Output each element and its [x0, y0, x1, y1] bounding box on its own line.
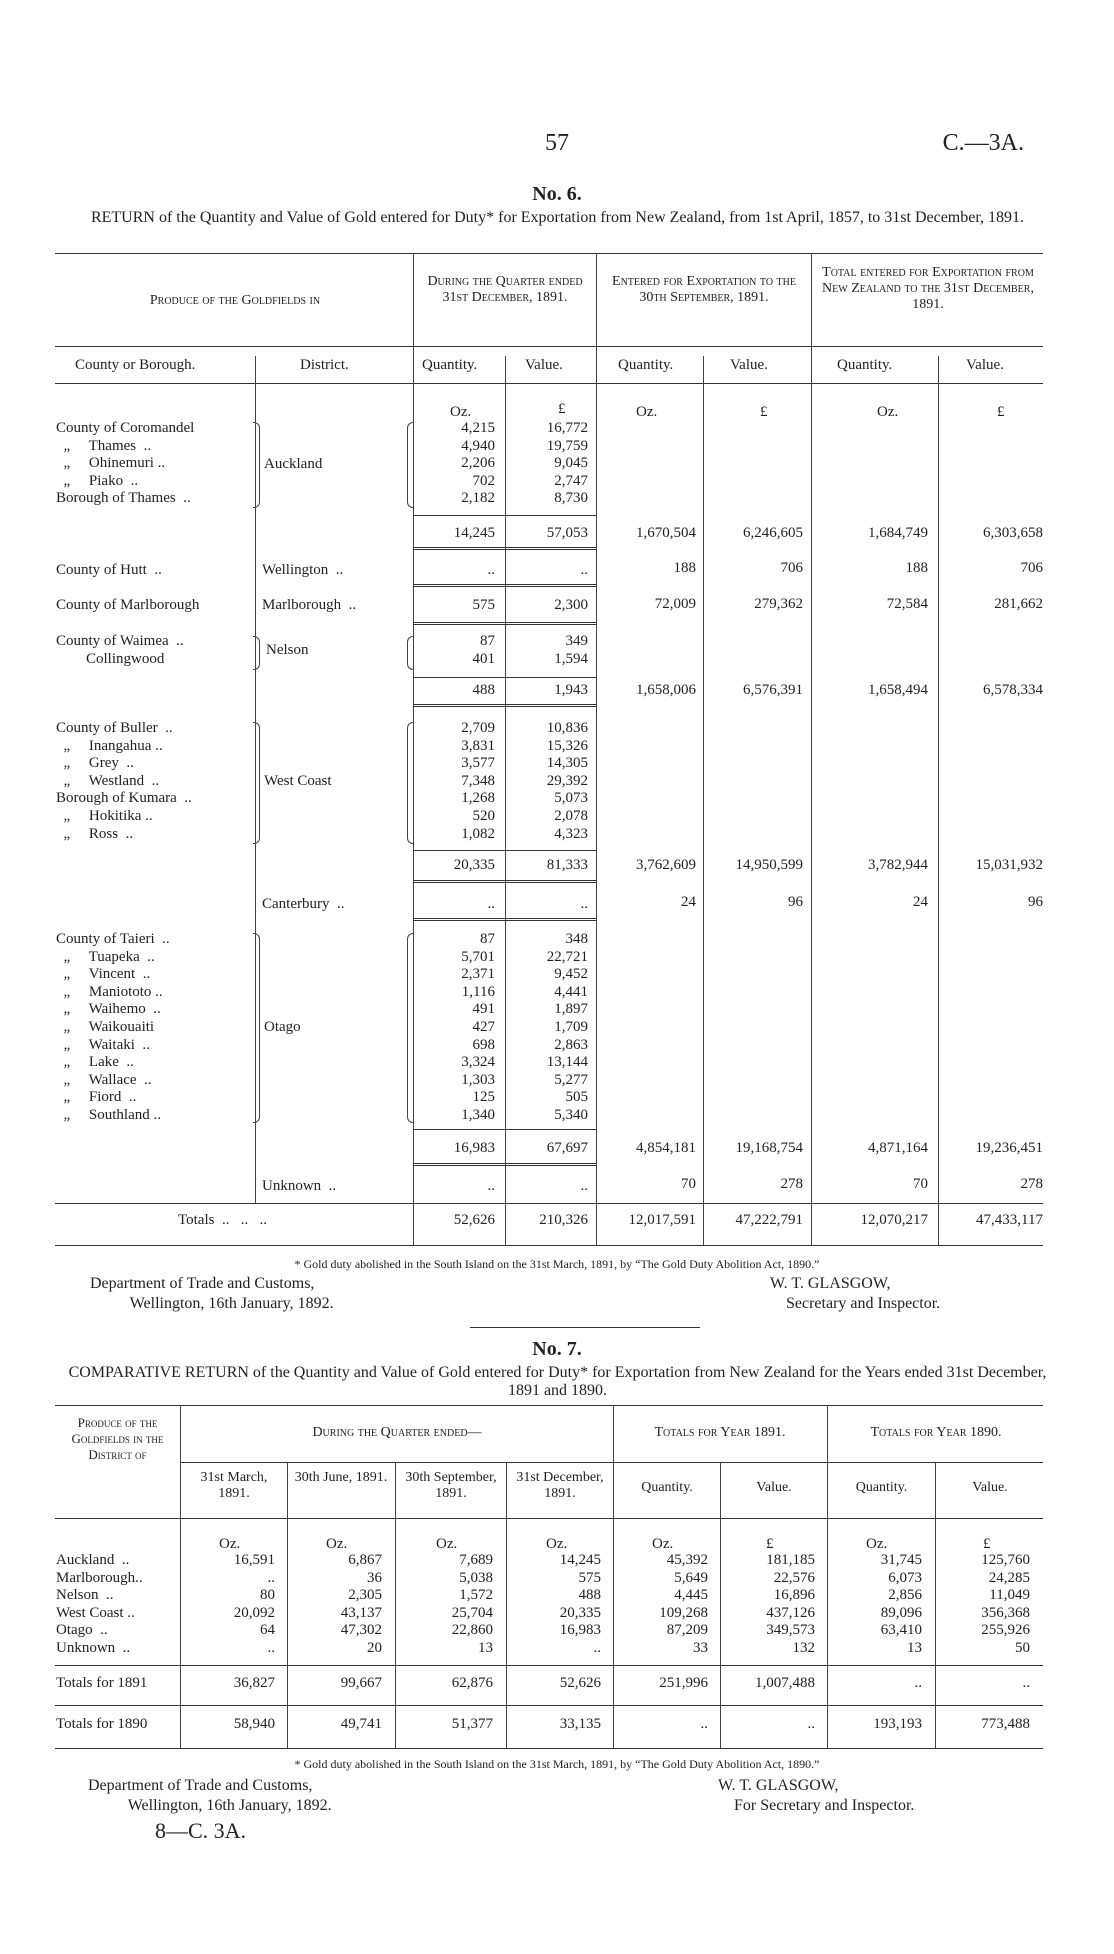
qty-canterbury: .. [487, 896, 495, 912]
entered-val-wellington: 706 [780, 560, 803, 576]
t7-header-quarter: During the Quarter ended— [312, 1425, 482, 1440]
totals-qty: 52,626 [453, 1212, 495, 1228]
district-canterbury: Canterbury .. [262, 896, 345, 912]
totals-entered-qty: 12,017,591 [628, 1212, 696, 1228]
t7-header-produce: Produce of the Goldfields in the District of [71, 1415, 164, 1462]
t7-q1: 16,591 .. 80 20,092 64 .. [233, 1552, 275, 1656]
district-marlborough: Marlborough .. [262, 597, 357, 613]
unit-pound: £ [760, 404, 768, 420]
district-unknown: Unknown .. [262, 1178, 337, 1194]
t7-y90-qty: 31,745 6,073 2,856 89,096 63,410 13 [880, 1552, 922, 1656]
t7-totals-1890-q3: 51,377 [451, 1716, 493, 1732]
total-qty-marlborough: 72,584 [886, 596, 928, 612]
table6-signature: W. T. GLASGOW, Secretary and Inspector. [770, 1275, 941, 1312]
t7-y91-qty: 45,392 5,649 4,445 109,268 87,209 33 [659, 1552, 708, 1656]
subtotal-val-otago: 67,697 [546, 1140, 588, 1156]
table6-title: No. 6. [532, 183, 582, 205]
bottom-reference: 8—C. 3A. [155, 1818, 247, 1843]
total-val-nelson: 6,578,334 [983, 682, 1043, 698]
subtotal-qty-auckland: 14,245 [453, 525, 495, 541]
total-val-canterbury: 96 [1028, 894, 1043, 910]
counties-auckland: County of Coromandel „ Thames .. „ Ohinemuri .. „ Piako .. Borough of Thames .. [56, 420, 195, 507]
district-otago: Otago [264, 1019, 301, 1035]
subtotal-val-nelson: 1,943 [554, 682, 588, 698]
t7-header-y91-val: Value. [756, 1480, 792, 1495]
t7-header-y1890: Totals for Year 1890. [870, 1425, 1002, 1440]
t7-unit-pound: £ [983, 1536, 991, 1552]
totals-entered-val: 47,222,791 [735, 1212, 803, 1228]
t7-unit-oz: Oz. [866, 1536, 888, 1552]
t7-totals-1891-q2: 99,667 [340, 1675, 382, 1691]
table6-subtitle: RETURN of the Quantity and Value of Gold entered for Duty* for Exportation from New Zealand, from 1st April, 1857, to 31st December, 1891. [90, 209, 1025, 226]
t7-totals-1890-y90q: 193,193 [873, 1716, 922, 1732]
subtotal-val-west-coast: 81,333 [546, 857, 588, 873]
totals-label: Totals .. .. .. [178, 1212, 267, 1228]
t7-totals-1891-label: Totals for 1891 [56, 1675, 148, 1691]
unit-oz: Oz. [877, 404, 899, 420]
unit-pound: £ [558, 401, 566, 417]
header-quarter-qty: Quantity. [422, 357, 478, 373]
header-entered-val: Value. [730, 357, 768, 373]
totals-total-val: 47,433,117 [976, 1212, 1043, 1228]
t7-header-y1891: Totals for Year 1891. [654, 1425, 786, 1440]
entered-qty-canterbury: 24 [681, 894, 696, 910]
district-auckland: Auckland [264, 456, 323, 472]
t7-header-y90-val: Value. [972, 1480, 1008, 1495]
total-val-unknown: 278 [1020, 1176, 1043, 1192]
t7-totals-1890-q2: 49,741 [340, 1716, 382, 1732]
qty-west-coast: 2,709 3,831 3,577 7,348 1,268 520 1,082 [461, 720, 495, 842]
entered-qty-otago: 4,854,181 [636, 1140, 696, 1156]
unit-pound: £ [997, 404, 1005, 420]
t7-totals-1890-q1: 58,940 [233, 1716, 275, 1732]
qty-otago: 87 5,701 2,371 1,116 491 427 698 3,324 1,303 125 1,340 [461, 931, 495, 1123]
t7-districts: Auckland .. Marlborough.. Nelson .. West Coast .. Otago .. Unknown .. [56, 1552, 143, 1656]
total-qty-wellington: 188 [905, 560, 928, 576]
total-qty-nelson: 1,658,494 [868, 682, 928, 698]
t7-totals-1891-q1: 36,827 [233, 1675, 275, 1691]
subtotal-qty-otago: 16,983 [453, 1140, 495, 1156]
qty-nelson: 87 401 [472, 633, 495, 667]
total-val-marlborough: 281,662 [994, 596, 1043, 612]
t7-q4: 14,245 575 488 20,335 16,983 .. [559, 1552, 601, 1656]
total-val-west-coast: 15,031,932 [975, 857, 1043, 873]
district-wellington: Wellington .. [262, 562, 344, 578]
qty-unknown: .. [487, 1178, 495, 1194]
t7-totals-1890-label: Totals for 1890 [56, 1716, 148, 1732]
val-marlborough: 2,300 [554, 597, 588, 613]
t7-y90-val: 125,760 24,285 11,049 356,368 255,926 50 [981, 1552, 1030, 1656]
t7-totals-1890-y91v: .. [807, 1716, 815, 1732]
t7-header-y91-qty: Quantity. [641, 1480, 693, 1495]
t7-q2: 6,867 36 2,305 43,137 47,302 20 [340, 1552, 382, 1656]
district-west-coast: West Coast [264, 773, 332, 789]
table7-footnote: * Gold duty abolished in the South Island on the 31st March, 1891, by “The Gold Duty Abolition Act, 1890.” [294, 1757, 820, 1771]
entered-qty-unknown: 70 [681, 1176, 696, 1192]
counties-nelson: County of Waimea .. Collingwood [56, 633, 184, 667]
subtotal-qty-nelson: 488 [472, 682, 495, 698]
total-qty-otago: 4,871,164 [868, 1140, 928, 1156]
subtotal-qty-west-coast: 20,335 [453, 857, 495, 873]
table7-department: Department of Trade and Customs, Wellington, 16th January, 1892. [88, 1777, 332, 1814]
total-qty-canterbury: 24 [913, 894, 928, 910]
entered-qty-west-coast: 3,762,609 [636, 857, 696, 873]
t7-totals-1891-y91v: 1,007,488 [755, 1675, 815, 1691]
entered-qty-wellington: 188 [673, 560, 696, 576]
val-wellington: .. [580, 562, 588, 578]
t7-q3: 7,689 5,038 1,572 25,704 22,860 13 [451, 1552, 493, 1656]
total-qty-unknown: 70 [913, 1176, 928, 1192]
total-qty-auckland: 1,684,749 [868, 525, 928, 541]
table6-footnote: * Gold duty abolished in the South Island on the 31st March, 1891, by “The Gold Duty Abolition Act, 1890.” [294, 1257, 820, 1271]
val-otago: 348 22,721 9,452 4,441 1,897 1,709 2,863 13,144 5,277 505 5,340 [546, 931, 588, 1123]
district-nelson: Nelson [266, 642, 309, 658]
val-auckland: 16,772 19,759 9,045 2,747 8,730 [546, 420, 588, 507]
table6-department: Department of Trade and Customs, Wellington, 16th January, 1892. [90, 1275, 334, 1312]
totals-total-qty: 12,070,217 [860, 1212, 928, 1228]
total-val-auckland: 6,303,658 [983, 525, 1043, 541]
unit-oz: Oz. [636, 404, 658, 420]
entered-val-marlborough: 279,362 [754, 596, 803, 612]
t7-totals-1890-y90v: 773,488 [981, 1716, 1030, 1732]
t7-header-q1: 31st March, 1891. [200, 1470, 268, 1501]
table7-signature: W. T. GLASGOW, For Secretary and Inspector. [718, 1777, 915, 1814]
entered-qty-marlborough: 72,009 [654, 596, 696, 612]
page-number: 57 [545, 130, 569, 156]
header-produce: Produce of the Goldfields in [149, 293, 321, 308]
t7-unit-pound: £ [766, 1536, 774, 1552]
qty-wellington: .. [487, 562, 495, 578]
total-val-wellington: 706 [1020, 560, 1043, 576]
total-qty-west-coast: 3,782,944 [868, 857, 928, 873]
header-total: Total entered for Exportation from New Zealand to the 31st December, 1891. [822, 265, 1034, 312]
val-nelson: 349 1,594 [554, 633, 588, 667]
header-district: District. [300, 357, 349, 373]
entered-val-unknown: 278 [780, 1176, 803, 1192]
subtotal-val-auckland: 57,053 [546, 525, 588, 541]
header-quarter: During the Quarter ended 31st December, 1891. [427, 274, 583, 305]
t7-header-q4: 31st December, 1891. [516, 1470, 604, 1501]
t7-unit-oz: Oz. [219, 1536, 241, 1552]
t7-totals-1891-y90q: .. [914, 1675, 922, 1691]
t7-unit-oz: Oz. [436, 1536, 458, 1552]
val-canterbury: .. [580, 896, 588, 912]
counties-marlborough: County of Marlborough [56, 597, 200, 613]
header-entered-qty: Quantity. [618, 357, 674, 373]
header-quarter-val: Value. [525, 357, 563, 373]
entered-val-otago: 19,168,754 [735, 1140, 803, 1156]
counties-otago: County of Taieri .. „ Tuapeka .. „ Vincent .. „ Maniototo .. „ Waihemo .. „ Waikouaiti „ Waitaki .. „ Lake .. „ Wallace .. „ Fiord .. „ Southland .. [56, 931, 170, 1123]
table7-title: No. 7. [532, 1338, 582, 1360]
entered-qty-auckland: 1,670,504 [636, 525, 696, 541]
entered-qty-nelson: 1,658,006 [636, 682, 696, 698]
t7-totals-1891-q4: 52,626 [559, 1675, 601, 1691]
header-entered: Entered for Exportation to the 30th September, 1891. [612, 274, 796, 305]
counties-west-coast: County of Buller .. „ Inangahua .. „ Grey .. „ Westland .. Borough of Kumara .. „ Hokitika .. „ Ross .. [56, 720, 192, 842]
t7-y91-val: 181,185 22,576 16,896 437,126 349,573 132 [766, 1552, 815, 1656]
totals-val: 210,326 [539, 1212, 588, 1228]
t7-header-q3: 30th September, 1891. [405, 1470, 497, 1501]
t7-totals-1891-y91q: 251,996 [659, 1675, 708, 1691]
t7-unit-oz: Oz. [546, 1536, 568, 1552]
table7-subtitle: COMPARATIVE RETURN of the Quantity and Value of Gold entered for Duty* for Exportation from New Zealand for the Years ended 31st December, 1891 and 1890. [68, 1364, 1047, 1399]
entered-val-canterbury: 96 [788, 894, 803, 910]
entered-val-nelson: 6,576,391 [743, 682, 803, 698]
t7-totals-1890-y91q: .. [700, 1716, 708, 1732]
t7-header-y90-qty: Quantity. [855, 1480, 908, 1495]
qty-auckland: 4,215 4,940 2,206 702 2,182 [461, 420, 495, 507]
header-county: County or Borough. [75, 357, 196, 373]
t7-totals-1890-q4: 33,135 [559, 1716, 601, 1732]
counties-wellington: County of Hutt .. [56, 562, 162, 578]
t7-unit-oz: Oz. [326, 1536, 348, 1552]
t7-totals-1891-y90v: .. [1022, 1675, 1030, 1691]
qty-marlborough: 575 [472, 597, 495, 613]
unit-oz: Oz. [450, 404, 472, 420]
t7-header-q2: 30th June, 1891. [294, 1470, 388, 1485]
header-total-val: Value. [966, 357, 1004, 373]
t7-totals-1891-q3: 62,876 [451, 1675, 493, 1691]
total-val-otago: 19,236,451 [975, 1140, 1043, 1156]
val-west-coast: 10,836 15,326 14,305 29,392 5,073 2,078 4,323 [546, 720, 588, 842]
t7-unit-oz: Oz. [652, 1536, 674, 1552]
entered-val-west-coast: 14,950,599 [735, 857, 803, 873]
page-reference: C.—3A. [942, 130, 1024, 156]
val-unknown: .. [580, 1178, 588, 1194]
entered-val-auckland: 6,246,605 [743, 525, 803, 541]
header-total-qty: Quantity. [837, 357, 893, 373]
